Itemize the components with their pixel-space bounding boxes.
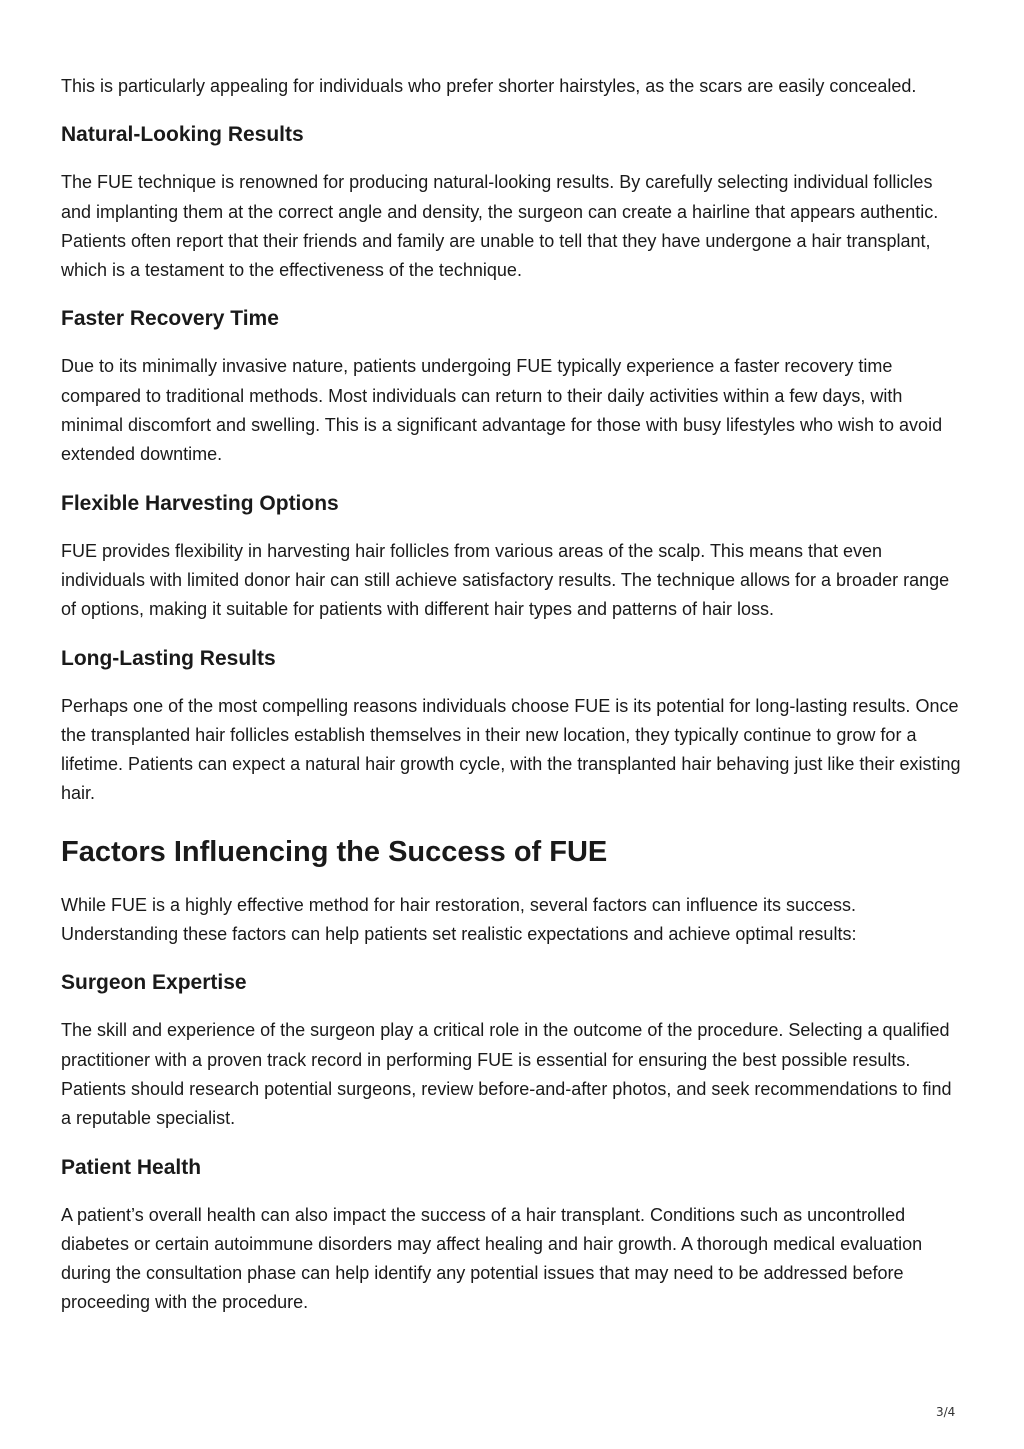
paragraph-long-lasting-results: Perhaps one of the most compelling reasons individuals choose FUE is its potential for long-lasting results. Once the transplanted hair follicles establish themselves in their new location, they typically continue to grow for a lifetime. Patients can expect a natural hair growth cycle, with the transplanted hair behaving just like their existing hair. <box>61 695 961 804</box>
intro-paragraph: This is particularly appealing for individuals who prefer shorter hairstyles, as the scars are easily concealed. <box>61 76 917 96</box>
paragraph-surgeon-expertise: The skill and experience of the surgeon play a critical role in the outcome of the procedure. Selecting a qualified practitioner with a proven track record in performing FUE is essential for ensuring the best possible results. Patients should research potential surgeons, review before-and-after photos, and seek recommendations to find a reputable specialist. <box>61 1020 952 1129</box>
heading-faster-recovery-time: Faster Recovery Time <box>61 307 279 331</box>
heading-flexible-harvesting-options: Flexible Harvesting Options <box>61 491 339 515</box>
heading-long-lasting-results: Long-Lasting Results <box>61 646 276 670</box>
document-page <box>61 72 966 1318</box>
paragraph-patient-health: A patient’s overall health can also impact the success of a hair transplant. Conditions such as uncontrolled diabetes or certain autoimmune disorders may affect healing and hair growth. A thorough medical evaluation during the consultation phase can help identify any potential issues that may need to be addressed before proceeding with the procedure. <box>61 1204 923 1313</box>
paragraph-faster-recovery-time: Due to its minimally invasive nature, patients undergoing FUE typically experience a faster recovery time compared to traditional methods. Most individuals can return to their daily activities within a few days, with minimal discomfort and swelling. This is a significant advantage for those with busy lifestyles who wish to avoid extended downtime. <box>61 356 943 465</box>
heading-natural-looking-results: Natural-Looking Results <box>61 123 304 147</box>
heading-factors-influencing-success: Factors Influencing the Success of FUE <box>61 835 608 868</box>
heading-patient-health: Patient Health <box>61 1155 202 1179</box>
paragraph-factors-intro: While FUE is a highly effective method for hair restoration, several factors can influence its success. Understanding these factors can help patients set realistic expectations and achieve optimal results: <box>61 894 857 945</box>
paragraph-flexible-harvesting-options: FUE provides flexibility in harvesting hair follicles from various areas of the scalp. This means that even individuals with limited donor hair can still achieve satisfactory results. The technique allows for a broader range of options, making it suitable for patients with different hair types and patterns of hair loss. <box>61 540 950 620</box>
heading-surgeon-expertise: Surgeon Expertise <box>61 971 247 995</box>
page-number: 3/4 <box>936 1405 956 1419</box>
paragraph-natural-looking-results: The FUE technique is renowned for producing natural-looking results. By carefully selecting individual follicles and implanting them at the correct angle and density, the surgeon can create a hairline that appears authentic. Patients often report that their friends and family are unable to tell that they have undergone a hair transplant, which is a testament to the effectiveness of the technique. <box>61 172 939 281</box>
